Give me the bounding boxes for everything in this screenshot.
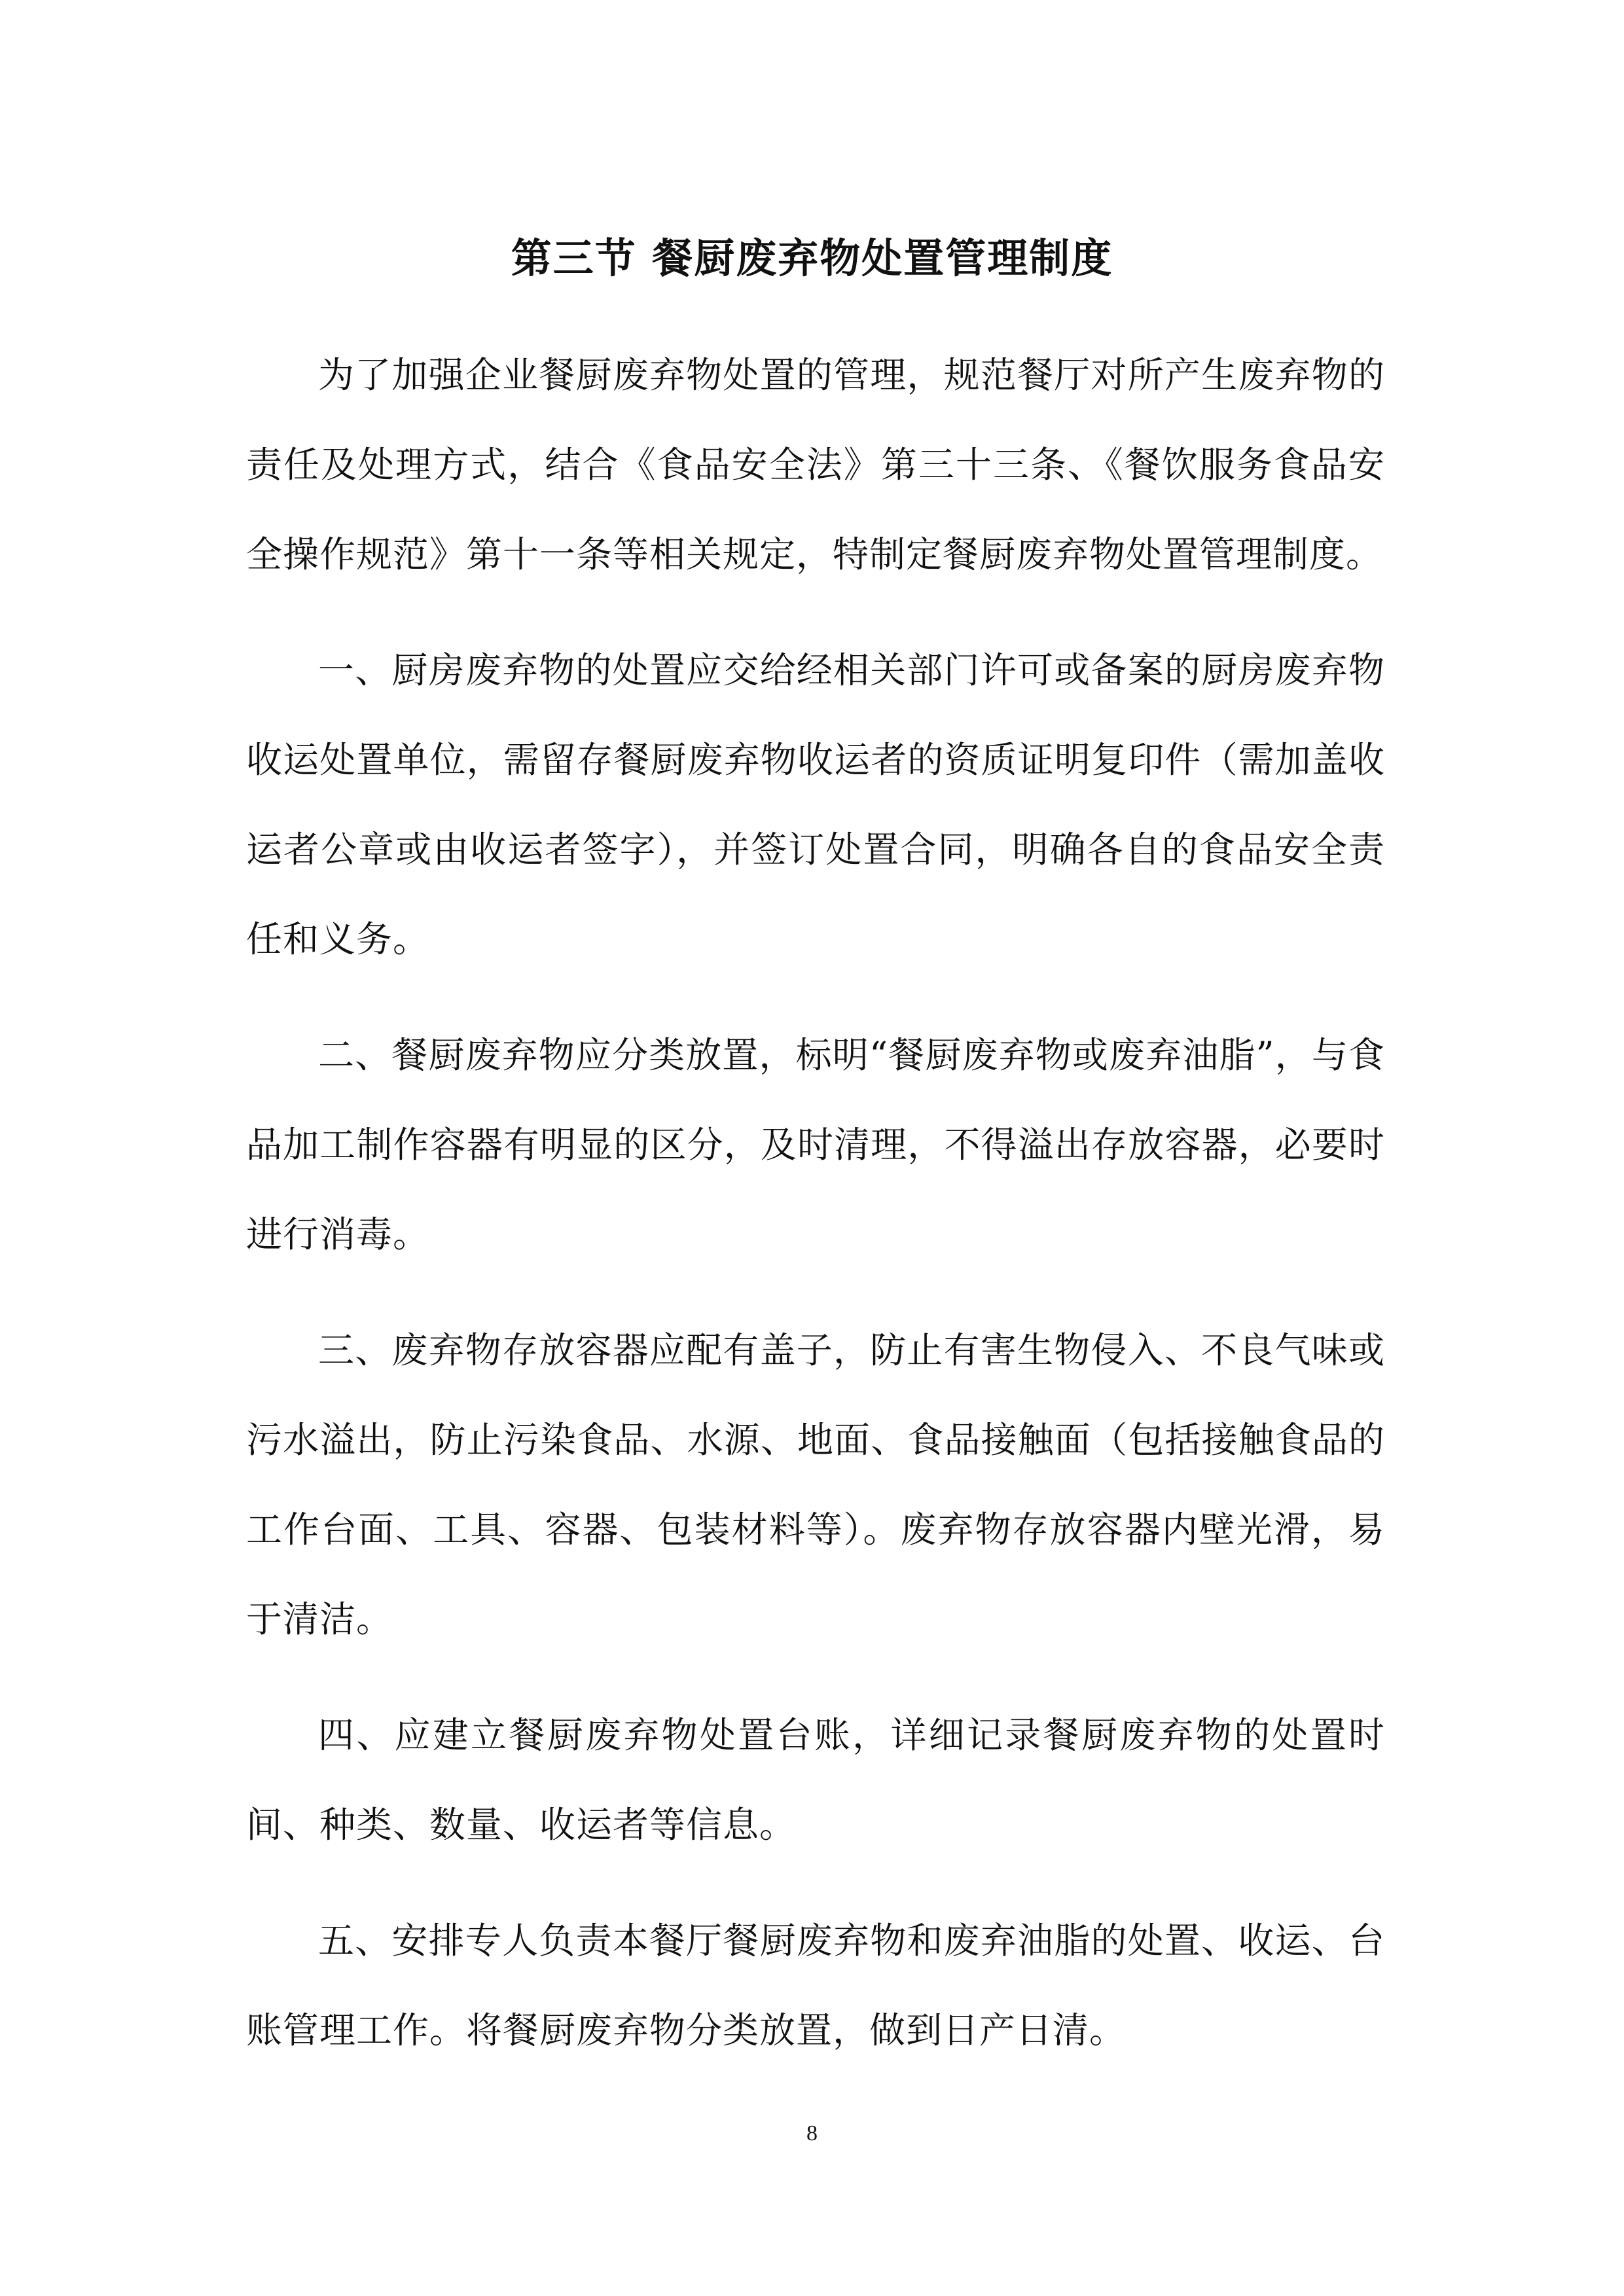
paragraph-intro: 为了加强企业餐厨废弃物处置的管理，规范餐厅对所产生废弃物的责任及处理方式，结合《食品安全法》第三十三条、《餐饮服务食品安全操作规范》第十一条等相关规定，特制定餐厨废弃物处置管理制度。: [246, 354, 1385, 575]
paragraph-rule-5: 五、安排专人负责本餐厅餐厨废弃物和废弃油脂的处置、收运、台账管理工作。将餐厨废弃物分类放置，做到日产日清。: [246, 1920, 1385, 2051]
section-title: 第三节 餐厨废弃物处置管理制度: [511, 234, 1113, 282]
document-body: [246, 331, 1385, 2102]
paragraph-rule-1: 一、厨房废弃物的处置应交给经相关部门许可或备案的厨房废弃物收运处置单位，需留存餐厨废弃物收运者的资质证明复印件（需加盖收运者公章或由收运者签字），并签订处置合同，明确各自的食品安全责任和义务。: [246, 649, 1385, 960]
paragraph-rule-3: 三、废弃物存放容器应配有盖子，防止有害生物侵入、不良气味或污水溢出，防止污染食品、水源、地面、食品接触面（包括接触食品的工作台面、工具、容器、包装材料等）。废弃物存放容器内壁光滑，易于清洁。: [246, 1329, 1385, 1640]
paragraph-rule-4: 四、应建立餐厨废弃物处置台账，详细记录餐厨废弃物的处置时间、种类、数量、收运者等信息。: [246, 1714, 1385, 1846]
page-number: 8: [806, 2121, 818, 2145]
paragraph-rule-2: 二、餐厨废弃物应分类放置，标明“餐厨废弃物或废弃油脂”，与食品加工制作容器有明显的区分，及时清理，不得溢出存放容器，必要时进行消毒。: [246, 1034, 1385, 1255]
